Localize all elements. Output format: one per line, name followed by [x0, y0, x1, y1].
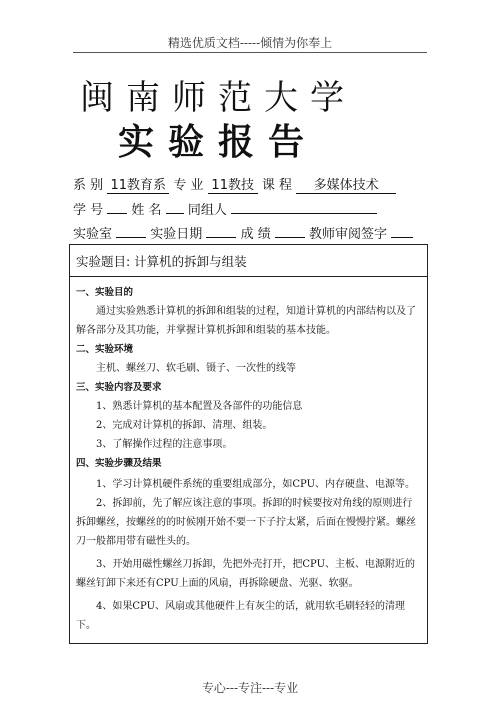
report-title: 实验报告	[118, 122, 319, 163]
info-row-2	[73, 199, 377, 218]
section-2-title: 二、实验环境	[76, 344, 134, 355]
group-value	[231, 213, 377, 214]
info-row-3	[73, 223, 413, 242]
section-4-step: 4、如果CPU、风扇或其他硬件上有灰尘的话，就用软毛刷轻轻的清理下。	[76, 601, 405, 631]
major-label: 专 业	[173, 178, 204, 193]
section-3-item: 2、完成对计算机的拆卸、清理、组装。	[96, 420, 273, 431]
section-1-paragraph: 通过实验熟悉计算机的拆卸和组装的过程，知道计算机的内部结构以及了解各部分及其功能，并掌握计算机拆卸和组装的基本技能。	[76, 306, 416, 336]
report-content	[76, 283, 422, 635]
section-1-title: 一、实验目的	[76, 287, 134, 298]
dept-label: 系 别	[73, 178, 104, 193]
student-id-value	[107, 213, 127, 214]
score-label: 成 绩	[240, 227, 271, 242]
teacher-label: 教师审阅签字	[309, 227, 388, 242]
teacher-value	[391, 237, 413, 238]
lab-value	[116, 237, 146, 238]
section-3-item: 3、了解操作过程的注意事项。	[96, 439, 233, 450]
section-4-title: 四、实验步骤及结果	[76, 458, 162, 469]
course-value: 多媒体技术	[296, 178, 396, 194]
student-id-label: 学 号	[73, 203, 104, 218]
date-label: 实验日期	[150, 227, 203, 242]
section-3-item: 1、熟悉计算机的基本配置及各部件的功能信息	[96, 401, 303, 412]
name-value	[166, 213, 184, 214]
score-value	[275, 237, 305, 238]
experiment-topic: 实验题目: 计算机的拆卸与组装	[76, 254, 247, 269]
major-value: 11教技	[208, 178, 258, 194]
section-3-title: 三、实验内容及要求	[76, 382, 162, 393]
page-header: 精选优质文档-----倾情为你奉上	[167, 36, 333, 50]
section-4-step: 1、学习计算机硬件系统的重要组成部分，如CPU、内存硬盘、电源等。	[96, 479, 415, 490]
section-2-paragraph: 主机、螺丝刀、软毛刷、镊子、一次性的线等	[96, 363, 296, 374]
section-4-step: 2、拆卸前，先了解应该注意的事项。拆卸的时候要按对角线的原则进行拆卸螺丝，按螺丝的的时候刚开始不要一下子拧太紧，后面在慢慢拧紧。螺丝刀一般都用带有磁性头的。	[76, 498, 416, 547]
info-row-1	[73, 174, 396, 194]
course-label: 课 程	[261, 178, 292, 193]
name-label: 姓 名	[131, 203, 162, 218]
header-divider	[73, 52, 427, 53]
section-4-step: 3、开始用磁性螺丝刀拆卸，先把外壳打开，把CPU、主板、电源附近的螺丝钉卸下来还有CPU上面的风扇，再拆除硬盘、光驱、软驱。	[76, 559, 415, 589]
group-label: 同组人	[187, 203, 227, 218]
lab-label: 实验室	[73, 227, 113, 242]
university-name: 闽南师范大学	[80, 78, 356, 118]
page-footer: 专心---专注---专业	[201, 681, 299, 695]
topic-divider	[69, 276, 428, 277]
dept-value: 11教育系	[107, 178, 169, 194]
date-value	[206, 237, 236, 238]
